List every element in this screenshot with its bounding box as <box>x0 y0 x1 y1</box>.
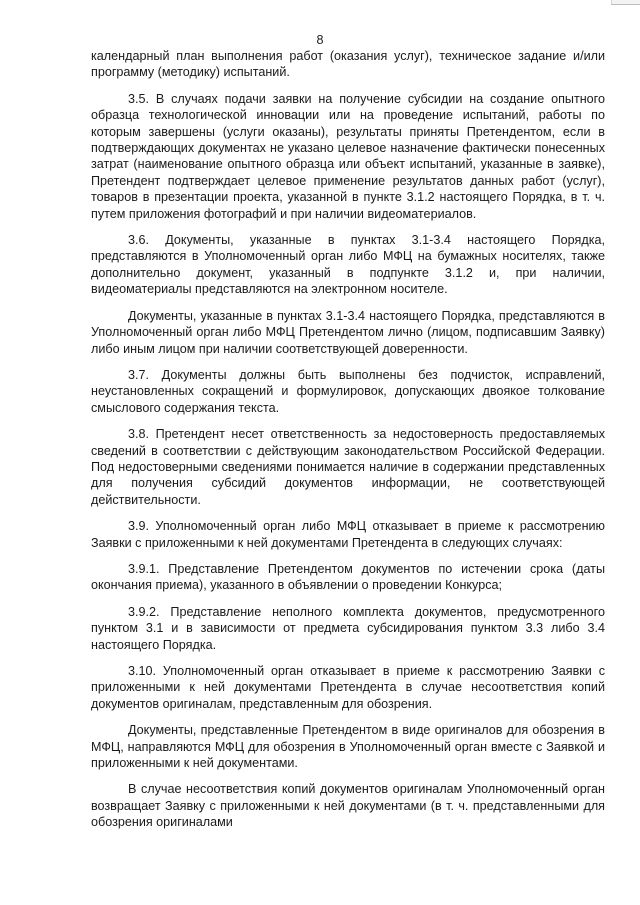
page-number: 8 <box>316 33 324 47</box>
paragraph-3-5: 3.5. В случаях подачи заявки на получение субсидии на создание опытного образца технологической инновации или на проведение испытаний, работы по которым завершены (услуги оказаны), результаты приняты Претендентом, если в подтверждающих документах не указано целевое назначение фактически понесенных затрат (наименование опытного образца или объект испытаний, указанные в заявке), Претендент подтверждает целевое применение результатов данных работ (услуг), товаров в презентации проекта, указанной в пункте 3.1.2 настоящего Порядка, в т. ч. путем приложения фотографий и при наличии видеоматериалов. <box>91 91 605 221</box>
paragraph-3-8: 3.8. Претендент несет ответственность за недостоверность предоставляемых сведений в соответствии с действующим законодательством Российской Федерации. Под недостоверными сведениями понимается наличие в содержании представленных для получения субсидий документов информации, не соответствующей действительности. <box>91 427 605 507</box>
paragraph-documents-submission: Документы, указанные в пунктах 3.1-3.4 настоящего Порядка, представляются в Уполномоченный орган либо МФЦ Претендентом лично (лицом, подписавшим Заявку) либо иным лицом при наличии соответствующей доверенности. <box>91 308 605 356</box>
document-body <box>91 48 605 841</box>
corner-mark <box>611 0 640 5</box>
paragraph-3-9-1: 3.9.1. Представление Претендентом документов по истечении срока (даты окончания приема), указанного в объявлении о проведении Конкурса; <box>91 561 605 593</box>
paragraph-mismatch-return: В случае несоответствия копий документов оригиналам Уполномоченный орган возвращает Заявку с приложенными к ней документами (в т. ч. представленными для обозрения оригиналами <box>91 782 605 830</box>
paragraph-3-6: 3.6. Документы, указанные в пунктах 3.1-3.4 настоящего Порядка, представляются в Уполномоченный орган либо МФЦ на бумажных носителях, также дополнительно документ, указанный в подпункте 3.1.2 и, при наличии, видеоматериалы представляются на электронном носителе. <box>91 233 605 297</box>
paragraph-3-9-2: 3.9.2. Представление неполного комплекта документов, предусмотренного пунктом 3.1 и в зависимости от предмета субсидирования пунктом 3.3 либо 3.4 настоящего Порядка. <box>91 604 605 652</box>
paragraph-3-7: 3.7. Документы должны быть выполнены без подчисток, исправлений, неустановленных сокращений и формулировок, допускающих двоякое толкование смыслового содержания текста. <box>91 367 605 415</box>
paragraph-3-10: 3.10. Уполномоченный орган отказывает в приеме к рассмотрению Заявки с приложенными к ней документами Претендента в случае несоответствия копий документов оригиналам, представленным для обозрения. <box>91 664 605 711</box>
paragraph-originals-review: Документы, представленные Претендентом в виде оригиналов для обозрения в МФЦ, направляются МФЦ для обозрения в Уполномоченный орган вместе с Заявкой и приложенными к ней документами. <box>91 723 605 771</box>
paragraph-continuation: календарный план выполнения работ (оказания услуг), техническое задание и/или программу (методику) испытаний. <box>91 49 605 80</box>
paragraph-3-9: 3.9. Уполномоченный орган либо МФЦ отказывает в приеме к рассмотрению Заявки с приложенными к ней документами Претендента в следующих случаях: <box>91 519 605 550</box>
